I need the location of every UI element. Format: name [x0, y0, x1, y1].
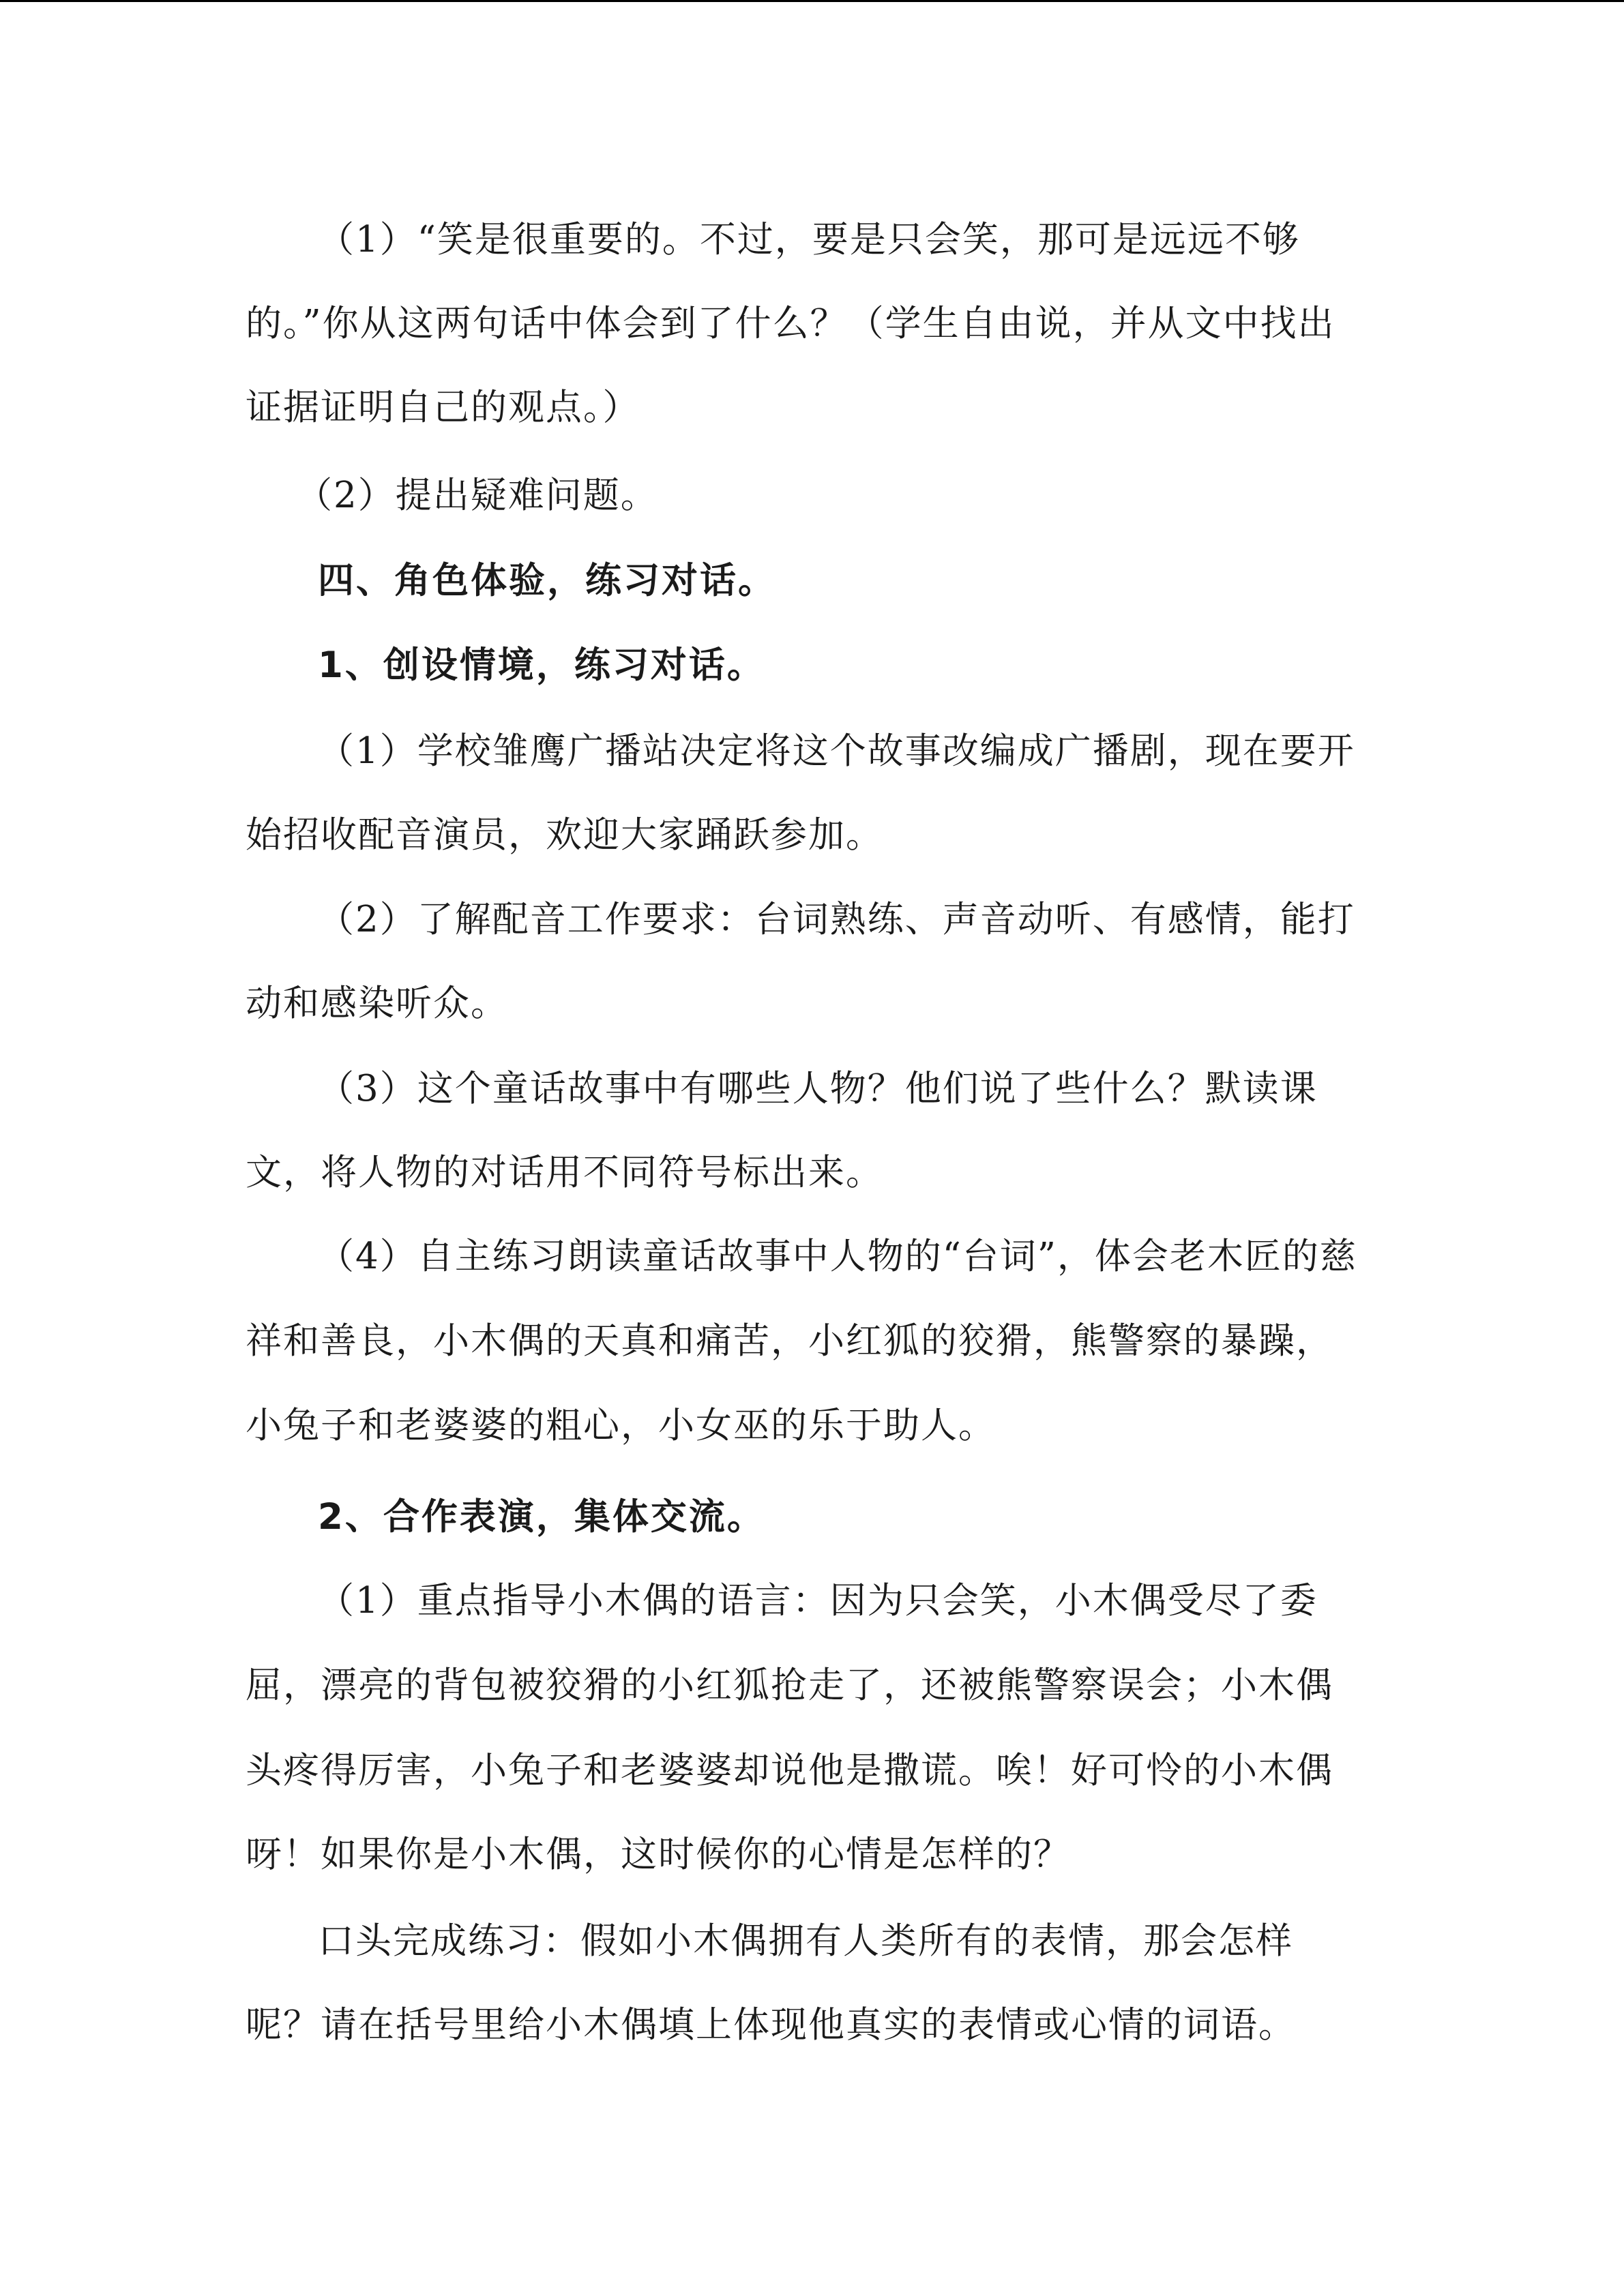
paragraph-line: （4）自主练习朗读童话故事中人物的“台词”，体会老木匠的慈: [318, 1236, 1357, 1277]
paragraph-line: （2）提出疑难问题。: [296, 475, 658, 516]
paragraph-line: 祥和善良，小木偶的天真和痛苦，小红狐的狡猾，熊警察的暴躁，: [246, 1320, 1333, 1362]
paragraph-line: 动和感染听众。: [246, 983, 508, 1024]
subsection-heading: 1、创设情境，练习对话。: [318, 644, 765, 686]
paragraph-line: 证据证明自己的观点。）: [246, 387, 640, 428]
paragraph-line: 头疼得厉害，小兔子和老婆婆却说他是撒谎。唉！好可怜的小木偶: [246, 1750, 1333, 1791]
paragraph-line: 的。”你从这两句话中体会到了什么？（学生自由说，并从文中找出: [246, 303, 1335, 344]
paragraph-line: 始招收配音演员，欢迎大家踊跃参加。: [246, 814, 883, 856]
paragraph-line: （1）“笑是很重要的。不过，要是只会笑，那可是远远不够: [318, 219, 1300, 260]
paragraph-line: （3）这个童话故事中有哪些人物？他们说了些什么？默读课: [318, 1068, 1318, 1109]
subsection-heading: 2、合作表演，集体交流。: [318, 1496, 765, 1538]
paragraph-line: （2）了解配音工作要求：台词熟练、声音动听、有感情，能打: [318, 899, 1355, 940]
paragraph-line: 文，将人物的对话用不同符号标出来。: [246, 1152, 883, 1193]
paragraph-line: 呢？请在括号里给小木偶填上体现他真实的表情或心情的词语。: [246, 2004, 1296, 2046]
paragraph-line: 口头完成练习：假如小木偶拥有人类所有的表情，那会怎样: [318, 1920, 1293, 1962]
paragraph-line: 呀！如果你是小木偶，这时候你的心情是怎样的？: [246, 1834, 1071, 1875]
paragraph-line: 小兔子和老婆婆的粗心，小女巫的乐于助人。: [246, 1405, 996, 1446]
paragraph-line: （1）重点指导小木偶的语言：因为只会笑，小木偶受尽了委: [318, 1580, 1318, 1622]
paragraph-line: （1）学校雏鹰广播站决定将这个故事改编成广播剧，现在要开: [318, 730, 1355, 772]
paragraph-line: 屈，漂亮的背包被狡猾的小红狐抢走了，还被熊警察误会；小木偶: [246, 1665, 1333, 1706]
section-heading: 四、角色体验，练习对话。: [318, 560, 776, 601]
